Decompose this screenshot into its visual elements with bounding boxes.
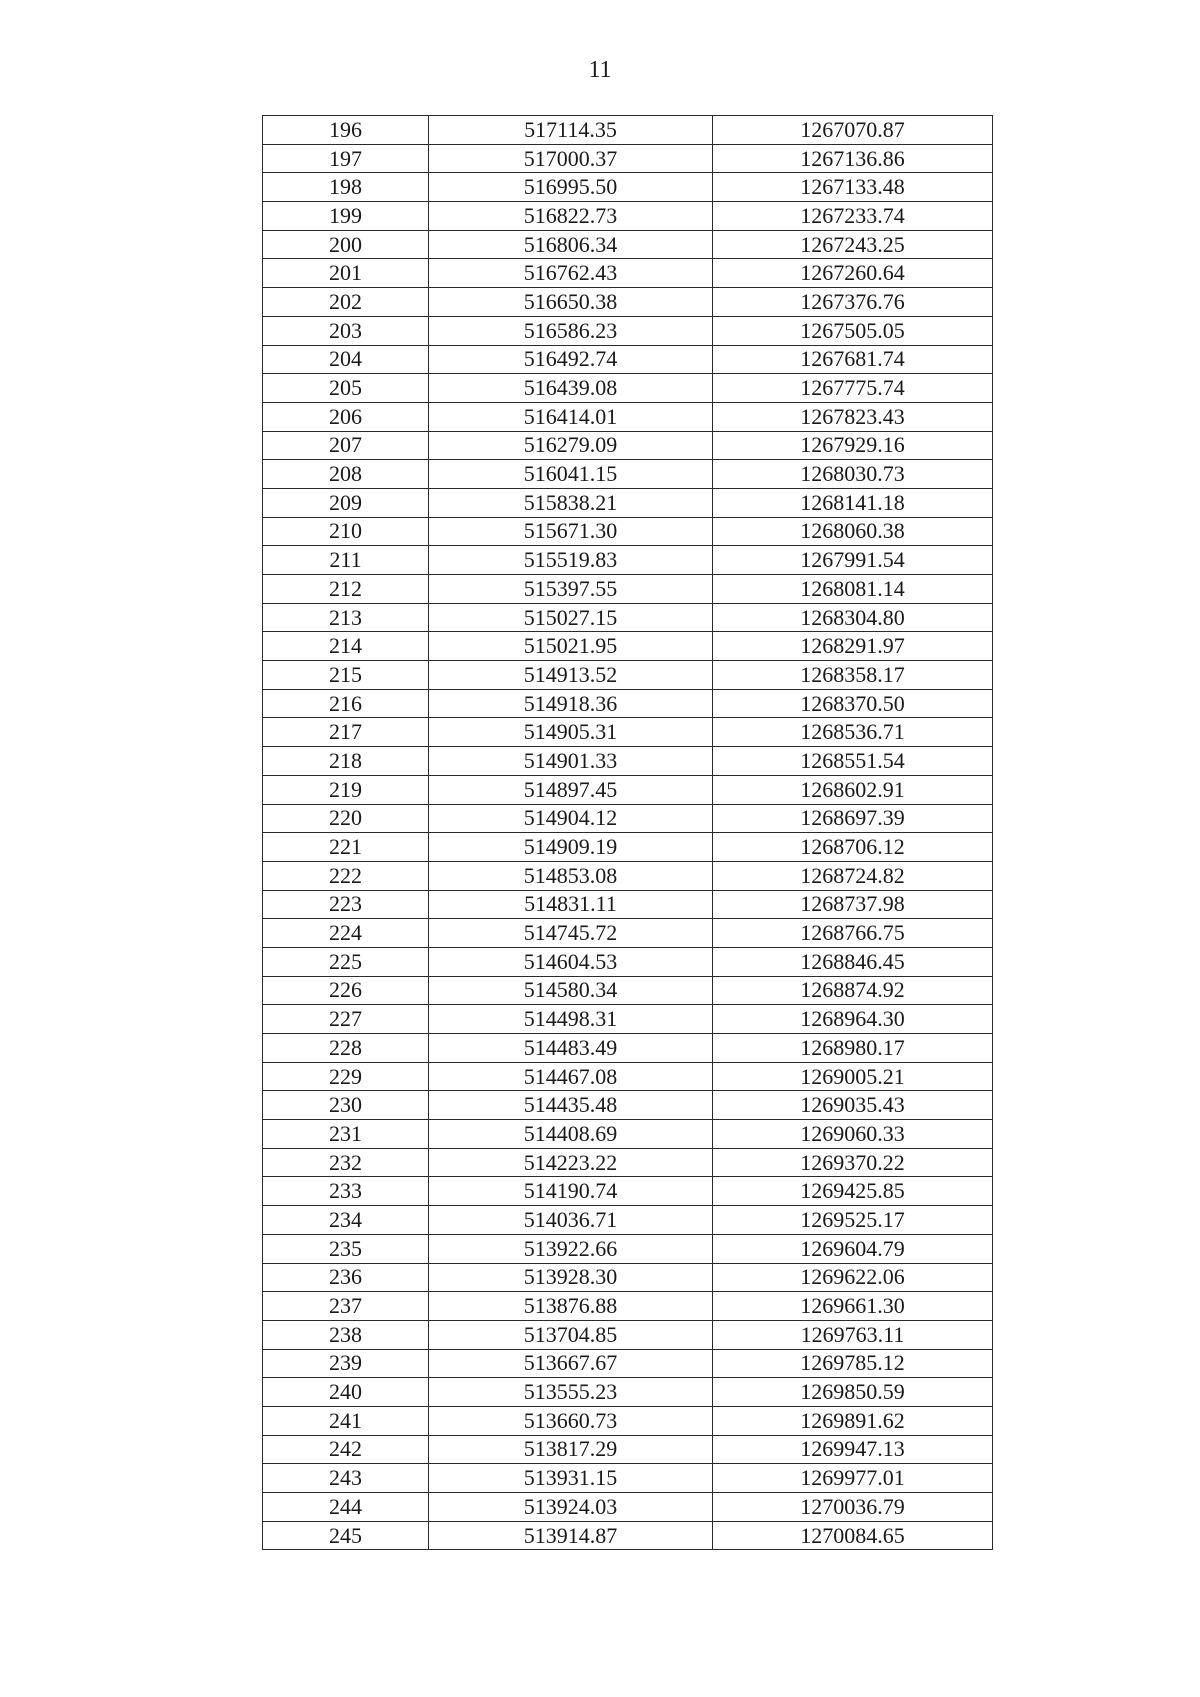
y-coordinate-cell: 1267505.05 xyxy=(713,316,993,345)
point-number-cell: 198 xyxy=(263,173,429,202)
point-number-cell: 224 xyxy=(263,919,429,948)
point-number-cell: 231 xyxy=(263,1120,429,1149)
table-row xyxy=(263,460,993,489)
table-row xyxy=(263,976,993,1005)
table-row xyxy=(263,1435,993,1464)
point-number-cell: 245 xyxy=(263,1521,429,1550)
coordinates-table xyxy=(262,115,993,1550)
y-coordinate-cell: 1269785.12 xyxy=(713,1349,993,1378)
point-number-cell: 205 xyxy=(263,374,429,403)
coordinates-table-body xyxy=(263,116,993,1550)
point-number-cell: 215 xyxy=(263,661,429,690)
x-coordinate-cell: 516995.50 xyxy=(429,173,713,202)
x-coordinate-cell: 514190.74 xyxy=(429,1177,713,1206)
point-number-cell: 242 xyxy=(263,1435,429,1464)
y-coordinate-cell: 1268706.12 xyxy=(713,833,993,862)
point-number-cell: 237 xyxy=(263,1292,429,1321)
y-coordinate-cell: 1267376.76 xyxy=(713,288,993,317)
table-row xyxy=(263,919,993,948)
y-coordinate-cell: 1270084.65 xyxy=(713,1521,993,1550)
point-number-cell: 207 xyxy=(263,431,429,460)
point-number-cell: 219 xyxy=(263,775,429,804)
x-coordinate-cell: 516650.38 xyxy=(429,288,713,317)
x-coordinate-cell: 517000.37 xyxy=(429,144,713,173)
table-row xyxy=(263,116,993,145)
x-coordinate-cell: 513928.30 xyxy=(429,1263,713,1292)
table-row xyxy=(263,632,993,661)
x-coordinate-cell: 514897.45 xyxy=(429,775,713,804)
point-number-cell: 238 xyxy=(263,1320,429,1349)
page-number: 11 xyxy=(588,57,612,83)
x-coordinate-cell: 514831.11 xyxy=(429,890,713,919)
table-row xyxy=(263,230,993,259)
x-coordinate-cell: 513924.03 xyxy=(429,1493,713,1522)
x-coordinate-cell: 516439.08 xyxy=(429,374,713,403)
point-number-cell: 234 xyxy=(263,1206,429,1235)
point-number-cell: 243 xyxy=(263,1464,429,1493)
table-row xyxy=(263,1493,993,1522)
point-number-cell: 216 xyxy=(263,689,429,718)
table-row xyxy=(263,374,993,403)
x-coordinate-cell: 515021.95 xyxy=(429,632,713,661)
x-coordinate-cell: 514745.72 xyxy=(429,919,713,948)
x-coordinate-cell: 515671.30 xyxy=(429,517,713,546)
y-coordinate-cell: 1270036.79 xyxy=(713,1493,993,1522)
point-number-cell: 232 xyxy=(263,1148,429,1177)
y-coordinate-cell: 1267133.48 xyxy=(713,173,993,202)
point-number-cell: 228 xyxy=(263,1034,429,1063)
x-coordinate-cell: 514604.53 xyxy=(429,947,713,976)
y-coordinate-cell: 1267991.54 xyxy=(713,546,993,575)
y-coordinate-cell: 1268846.45 xyxy=(713,947,993,976)
point-number-cell: 206 xyxy=(263,402,429,431)
point-number-cell: 241 xyxy=(263,1406,429,1435)
y-coordinate-cell: 1269425.85 xyxy=(713,1177,993,1206)
y-coordinate-cell: 1269661.30 xyxy=(713,1292,993,1321)
y-coordinate-cell: 1267929.16 xyxy=(713,431,993,460)
x-coordinate-cell: 513667.67 xyxy=(429,1349,713,1378)
y-coordinate-cell: 1269947.13 xyxy=(713,1435,993,1464)
x-coordinate-cell: 514901.33 xyxy=(429,747,713,776)
point-number-cell: 200 xyxy=(263,230,429,259)
point-number-cell: 213 xyxy=(263,603,429,632)
table-row xyxy=(263,575,993,604)
x-coordinate-cell: 514408.69 xyxy=(429,1120,713,1149)
point-number-cell: 236 xyxy=(263,1263,429,1292)
y-coordinate-cell: 1268964.30 xyxy=(713,1005,993,1034)
x-coordinate-cell: 514853.08 xyxy=(429,861,713,890)
point-number-cell: 212 xyxy=(263,575,429,604)
point-number-cell: 203 xyxy=(263,316,429,345)
table-row xyxy=(263,890,993,919)
x-coordinate-cell: 516414.01 xyxy=(429,402,713,431)
x-coordinate-cell: 516586.23 xyxy=(429,316,713,345)
table-row xyxy=(263,804,993,833)
x-coordinate-cell: 516822.73 xyxy=(429,202,713,231)
point-number-cell: 197 xyxy=(263,144,429,173)
point-number-cell: 226 xyxy=(263,976,429,1005)
y-coordinate-cell: 1269977.01 xyxy=(713,1464,993,1493)
y-coordinate-cell: 1268358.17 xyxy=(713,661,993,690)
table-row xyxy=(263,1263,993,1292)
x-coordinate-cell: 513931.15 xyxy=(429,1464,713,1493)
x-coordinate-cell: 516041.15 xyxy=(429,460,713,489)
table-row xyxy=(263,1234,993,1263)
table-row xyxy=(263,259,993,288)
point-number-cell: 223 xyxy=(263,890,429,919)
x-coordinate-cell: 514483.49 xyxy=(429,1034,713,1063)
table-row xyxy=(263,775,993,804)
point-number-cell: 202 xyxy=(263,288,429,317)
table-row xyxy=(263,1349,993,1378)
table-row xyxy=(263,1062,993,1091)
point-number-cell: 214 xyxy=(263,632,429,661)
point-number-cell: 239 xyxy=(263,1349,429,1378)
point-number-cell: 244 xyxy=(263,1493,429,1522)
point-number-cell: 225 xyxy=(263,947,429,976)
point-number-cell: 230 xyxy=(263,1091,429,1120)
y-coordinate-cell: 1269891.62 xyxy=(713,1406,993,1435)
point-number-cell: 196 xyxy=(263,116,429,145)
y-coordinate-cell: 1269850.59 xyxy=(713,1378,993,1407)
x-coordinate-cell: 513817.29 xyxy=(429,1435,713,1464)
table-row xyxy=(263,402,993,431)
y-coordinate-cell: 1269060.33 xyxy=(713,1120,993,1149)
x-coordinate-cell: 514918.36 xyxy=(429,689,713,718)
table-row xyxy=(263,431,993,460)
point-number-cell: 208 xyxy=(263,460,429,489)
y-coordinate-cell: 1268536.71 xyxy=(713,718,993,747)
point-number-cell: 218 xyxy=(263,747,429,776)
y-coordinate-cell: 1268081.14 xyxy=(713,575,993,604)
table-row xyxy=(263,517,993,546)
y-coordinate-cell: 1267823.43 xyxy=(713,402,993,431)
point-number-cell: 229 xyxy=(263,1062,429,1091)
y-coordinate-cell: 1268602.91 xyxy=(713,775,993,804)
table-row xyxy=(263,1177,993,1206)
x-coordinate-cell: 513555.23 xyxy=(429,1378,713,1407)
table-row xyxy=(263,288,993,317)
table-row xyxy=(263,861,993,890)
table-row xyxy=(263,1464,993,1493)
x-coordinate-cell: 514580.34 xyxy=(429,976,713,1005)
table-row xyxy=(263,144,993,173)
x-coordinate-cell: 514913.52 xyxy=(429,661,713,690)
table-row xyxy=(263,1005,993,1034)
table-row xyxy=(263,747,993,776)
point-number-cell: 209 xyxy=(263,488,429,517)
x-coordinate-cell: 514036.71 xyxy=(429,1206,713,1235)
y-coordinate-cell: 1267260.64 xyxy=(713,259,993,288)
point-number-cell: 204 xyxy=(263,345,429,374)
x-coordinate-cell: 516492.74 xyxy=(429,345,713,374)
y-coordinate-cell: 1267070.87 xyxy=(713,116,993,145)
y-coordinate-cell: 1269763.11 xyxy=(713,1320,993,1349)
y-coordinate-cell: 1267681.74 xyxy=(713,345,993,374)
table-row xyxy=(263,1378,993,1407)
table-row xyxy=(263,833,993,862)
y-coordinate-cell: 1269035.43 xyxy=(713,1091,993,1120)
table-row xyxy=(263,1034,993,1063)
x-coordinate-cell: 515519.83 xyxy=(429,546,713,575)
table-row xyxy=(263,1292,993,1321)
y-coordinate-cell: 1268060.38 xyxy=(713,517,993,546)
point-number-cell: 222 xyxy=(263,861,429,890)
y-coordinate-cell: 1268697.39 xyxy=(713,804,993,833)
x-coordinate-cell: 515027.15 xyxy=(429,603,713,632)
table-row xyxy=(263,345,993,374)
table-row xyxy=(263,316,993,345)
point-number-cell: 240 xyxy=(263,1378,429,1407)
x-coordinate-cell: 513704.85 xyxy=(429,1320,713,1349)
table-row xyxy=(263,1091,993,1120)
table-row xyxy=(263,1206,993,1235)
y-coordinate-cell: 1269370.22 xyxy=(713,1148,993,1177)
x-coordinate-cell: 517114.35 xyxy=(429,116,713,145)
y-coordinate-cell: 1269622.06 xyxy=(713,1263,993,1292)
table-row xyxy=(263,689,993,718)
point-number-cell: 235 xyxy=(263,1234,429,1263)
x-coordinate-cell: 516806.34 xyxy=(429,230,713,259)
point-number-cell: 199 xyxy=(263,202,429,231)
point-number-cell: 233 xyxy=(263,1177,429,1206)
table-row xyxy=(263,603,993,632)
y-coordinate-cell: 1268874.92 xyxy=(713,976,993,1005)
point-number-cell: 211 xyxy=(263,546,429,575)
y-coordinate-cell: 1267775.74 xyxy=(713,374,993,403)
point-number-cell: 217 xyxy=(263,718,429,747)
y-coordinate-cell: 1267233.74 xyxy=(713,202,993,231)
x-coordinate-cell: 515838.21 xyxy=(429,488,713,517)
x-coordinate-cell: 513914.87 xyxy=(429,1521,713,1550)
x-coordinate-cell: 514909.19 xyxy=(429,833,713,862)
point-number-cell: 221 xyxy=(263,833,429,862)
y-coordinate-cell: 1267136.86 xyxy=(713,144,993,173)
x-coordinate-cell: 515397.55 xyxy=(429,575,713,604)
x-coordinate-cell: 513660.73 xyxy=(429,1406,713,1435)
y-coordinate-cell: 1268980.17 xyxy=(713,1034,993,1063)
point-number-cell: 201 xyxy=(263,259,429,288)
table-row xyxy=(263,1120,993,1149)
x-coordinate-cell: 514905.31 xyxy=(429,718,713,747)
x-coordinate-cell: 514467.08 xyxy=(429,1062,713,1091)
y-coordinate-cell: 1268304.80 xyxy=(713,603,993,632)
table-row xyxy=(263,1148,993,1177)
y-coordinate-cell: 1268737.98 xyxy=(713,890,993,919)
y-coordinate-cell: 1268766.75 xyxy=(713,919,993,948)
table-row xyxy=(263,202,993,231)
x-coordinate-cell: 514223.22 xyxy=(429,1148,713,1177)
x-coordinate-cell: 513876.88 xyxy=(429,1292,713,1321)
y-coordinate-cell: 1269005.21 xyxy=(713,1062,993,1091)
y-coordinate-cell: 1267243.25 xyxy=(713,230,993,259)
x-coordinate-cell: 514498.31 xyxy=(429,1005,713,1034)
table-row xyxy=(263,661,993,690)
y-coordinate-cell: 1268724.82 xyxy=(713,861,993,890)
x-coordinate-cell: 513922.66 xyxy=(429,1234,713,1263)
x-coordinate-cell: 514435.48 xyxy=(429,1091,713,1120)
y-coordinate-cell: 1268370.50 xyxy=(713,689,993,718)
y-coordinate-cell: 1269604.79 xyxy=(713,1234,993,1263)
x-coordinate-cell: 516762.43 xyxy=(429,259,713,288)
table-row xyxy=(263,718,993,747)
table-row xyxy=(263,173,993,202)
y-coordinate-cell: 1268291.97 xyxy=(713,632,993,661)
point-number-cell: 210 xyxy=(263,517,429,546)
x-coordinate-cell: 516279.09 xyxy=(429,431,713,460)
x-coordinate-cell: 514904.12 xyxy=(429,804,713,833)
table-row xyxy=(263,947,993,976)
y-coordinate-cell: 1268030.73 xyxy=(713,460,993,489)
table-row xyxy=(263,1320,993,1349)
table-row xyxy=(263,1521,993,1550)
y-coordinate-cell: 1268141.18 xyxy=(713,488,993,517)
point-number-cell: 227 xyxy=(263,1005,429,1034)
point-number-cell: 220 xyxy=(263,804,429,833)
table-row xyxy=(263,546,993,575)
table-row xyxy=(263,488,993,517)
y-coordinate-cell: 1269525.17 xyxy=(713,1206,993,1235)
table-row xyxy=(263,1406,993,1435)
y-coordinate-cell: 1268551.54 xyxy=(713,747,993,776)
